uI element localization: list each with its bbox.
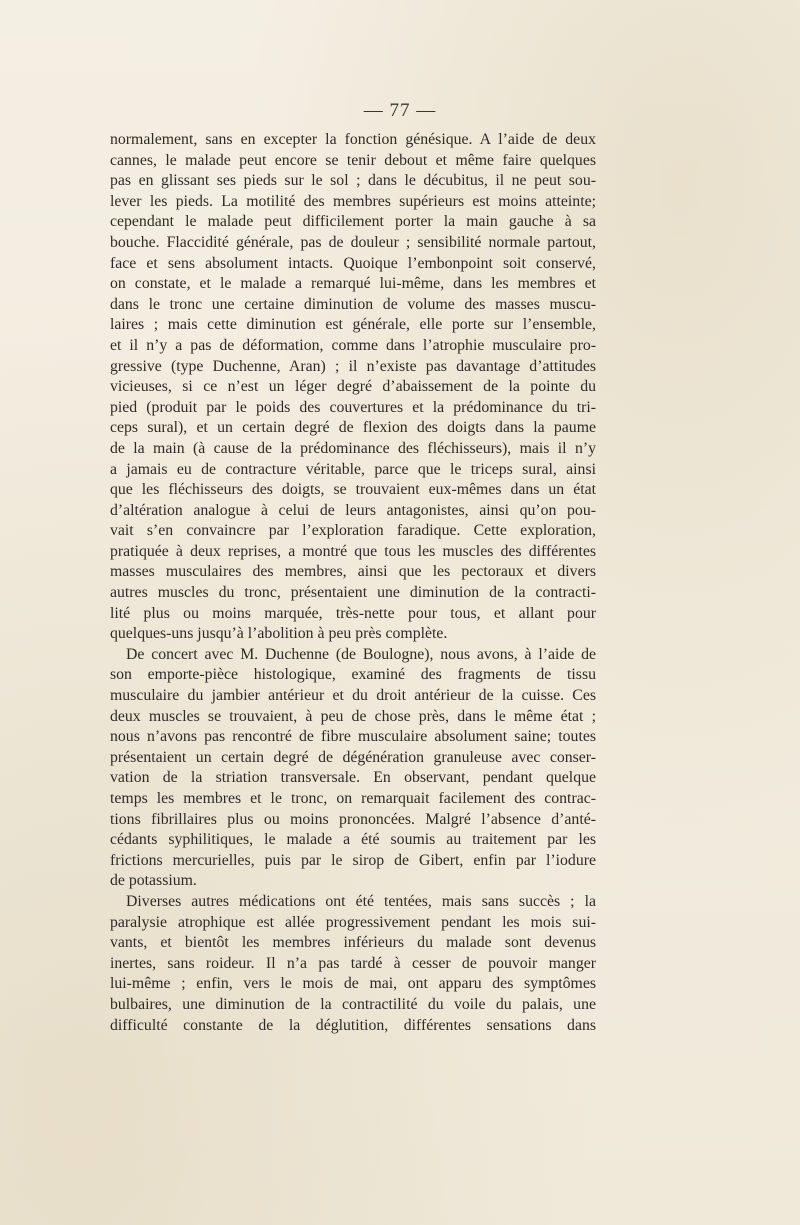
- paragraph-start-line: Diverses autres médications ont été tentées, mais sans succès ; la: [126, 892, 596, 910]
- text-line: frictions mercurielles, puis par le sirop de Gibert, enfin par l’iodure: [110, 851, 596, 869]
- text-line: présentaient un certain degré de dégénération granuleuse avec conser-: [110, 748, 596, 766]
- text-line: dans le tronc une certaine diminution de volume des masses muscu-: [110, 295, 596, 313]
- text-line: cannes, le malade peut encore se tenir debout et même faire quelques: [110, 151, 596, 169]
- text-line: deux muscles se trouvaient, à peu de chose près, dans le même état ;: [110, 707, 596, 725]
- text-line: cependant le malade peut difficilement porter la main gauche à sa: [110, 213, 596, 231]
- page-number: — 77 —: [363, 100, 437, 121]
- text-line: lui-même ; enfin, vers le mois de mai, ont apparu des symptômes: [110, 975, 596, 993]
- text-line: a jamais eu de contracture véritable, parce que le triceps sural, ainsi: [110, 460, 596, 478]
- text-line: son emporte-pièce histologique, examiné des fragments de tissu: [110, 666, 596, 684]
- text-line: quelques-uns jusqu’à l’abolition à peu près complète.: [110, 625, 448, 643]
- text-line: pied (produit par le poids des couvertures et la prédominance du tri-: [110, 398, 596, 416]
- text-line: autres muscles du tronc, présentaient une diminution de la contracti-: [110, 584, 596, 602]
- text-line: d’altération analogue à celui de leurs antagonistes, ainsi qu’on pou-: [110, 501, 596, 519]
- text-line: laires ; mais cette diminution est générale, elle porte sur l’ensemble,: [110, 316, 596, 334]
- text-line: nous n’avons pas rencontré de fibre musculaire absolument saine; toutes: [110, 728, 596, 746]
- text-line: que les fléchisseurs des doigts, se trouvaient eux-mêmes dans un état: [110, 481, 596, 499]
- text-line: inertes, sans roideur. Il n’a pas tardé à cesser de pouvoir manger: [110, 954, 596, 972]
- text-line: vait s’en convaincre par l’exploration faradique. Cette exploration,: [110, 522, 596, 540]
- text-line: musculaire du jambier antérieur et du droit antérieur de la cuisse. Ces: [110, 687, 596, 705]
- text-line: de la main (à cause de la prédominance des fléchisseurs), mais il n’y: [110, 439, 596, 457]
- text-line: difficulté constante de la déglutition, différentes sensations dans: [110, 1016, 596, 1034]
- text-line: bouche. Flaccidité générale, pas de douleur ; sensibilité normale partout,: [110, 233, 596, 251]
- text-line: lité plus ou moins marquée, très-nette pour tous, et allant pour: [110, 604, 596, 622]
- text-line: ceps sural), et un certain degré de flexion des doigts dans la paume: [110, 419, 596, 437]
- text-line: bulbaires, une diminution de la contractilité du voile du palais, une: [110, 995, 596, 1013]
- text-line: vants, et bientôt les membres inférieurs du malade sont devenus: [110, 934, 596, 952]
- text-line: face et sens absolument intacts. Quoique l’embonpoint soit conservé,: [110, 254, 596, 272]
- text-line: vation de la striation transversale. En observant, pendant quelque: [110, 769, 596, 787]
- text-line: et il n’y a pas de déformation, comme dans l’atrophie musculaire pro-: [110, 336, 596, 354]
- text-line: pas en glissant ses pieds sur le sol ; dans le décubitus, il ne peut sou-: [110, 172, 596, 190]
- text-line: tions fibrillaires plus ou moins prononcées. Malgré l’absence d’anté-: [110, 810, 596, 828]
- text-line: normalement, sans en excepter la fonction génésique. A l’aide de deux: [110, 131, 596, 148]
- text-line: on constate, et le malade a remarqué lui-même, dans les membres et: [110, 275, 596, 293]
- paragraph-start-line: De concert avec M. Duchenne (de Boulogne), nous avons, à l’aide de: [126, 645, 596, 663]
- text-line: gressive (type Duchenne, Aran) ; il n’existe pas davantage d’attitudes: [110, 357, 596, 375]
- text-line: vicieuses, si ce n’est un léger degré d’abaissement de la pointe du: [110, 378, 596, 396]
- body-text: [110, 130, 596, 1036]
- text-line: pratiquée à deux reprises, a montré que tous les muscles des différentes: [110, 542, 596, 560]
- text-line: paralysie atrophique est allée progressivement pendant les mois sui-: [110, 913, 596, 931]
- text-line: de potassium.: [110, 872, 197, 890]
- text-line: cédants syphilitiques, le malade a été soumis au traitement par les: [110, 831, 596, 849]
- text-line: temps les membres et le tronc, on remarquait facilement des contrac-: [110, 790, 596, 807]
- text-line: lever les pieds. La motilité des membres supérieurs est moins atteinte;: [110, 192, 596, 210]
- text-line: masses musculaires des membres, ainsi que les pectoraux et divers: [110, 563, 596, 581]
